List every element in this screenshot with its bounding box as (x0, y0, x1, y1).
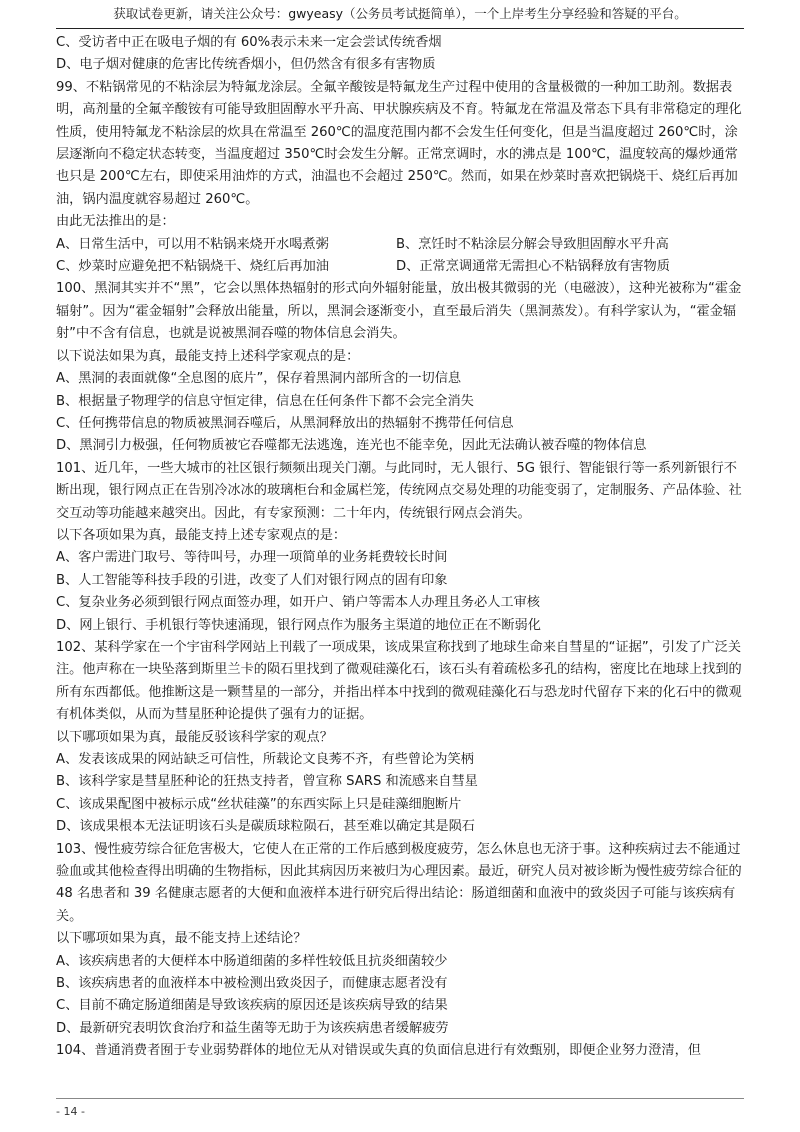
q98-option-c: C、受访者中正在吸电子烟的有 60%表示未来一定会尝试传统香烟 (56, 35, 442, 50)
q101-stem: 101、近几年，一些大城市的社区银行频频出现关门潮。与此同时，无人银行、5G 银行、智能银行等一系列新银行不断出现，银行网点正在告别冷冰冰的玻璃柜台和金属栏笼，传统网点交易处理的功能变弱了，定制服务、产品体验、社交互动等功能越来越突出。因此，有专家预测：二十年内，传统银行网点会消失。 (56, 460, 742, 521)
q98-option-d: D、电子烟对健康的危害比传统香烟小，但仍然含有很多有害物质 (56, 57, 436, 73)
page-header: 获取试卷更新，请关注公众号：gwyeasy（公务员考试挺简单），一个上岸考生分享经验和答疑的平台。 (56, 0, 744, 29)
q99-prompt: 由此无法推出的是： (56, 214, 175, 230)
page-footer (56, 1098, 744, 1121)
q103-option-d: D、最新研究表明饮食治疗和益生菌等无助于为该疾病患者缓解疲劳 (56, 1020, 449, 1036)
q99-option-b: B、烹饪时不粘涂层分解会导致胆固醇水平升高 (396, 236, 669, 252)
q102-option-a: A、发表该成果的网站缺乏可信性，所载论文良莠不齐，有些曾论为笑柄 (56, 752, 474, 767)
q102-prompt: 以下哪项如果为真，最能反驳该科学家的观点？ (56, 729, 333, 745)
q100-option-d: D、黑洞引力极强，任何物质被它吞噬都无法逃逸，连光也不能幸免，因此无法确认被吞噬的物体信息 (56, 438, 647, 454)
q103-option-c: C、目前不确定肠道细菌是导致该疾病的原因还是该疾病导致的结果 (56, 998, 448, 1014)
q102-option-c: C、该成果配图中被标示成“丝状硅藻”的东西实际上只是硅藻细胞断片 (56, 796, 462, 812)
q103-stem: 103、慢性疲劳综合征危害极大，它使人在正常的工作后感到极度疲劳，怎么休息也无济于事。这种疾病过去不能通过验血或其他检查得出明确的生物指标，因此其病因历来被归为心理因素。最近，研究人员对被诊断为慢性疲劳综合征的 48 名患者和 39 名健康志愿者的大便和血液样本进行研究后得出结论：肠道细菌和血液中的致炎因子可能与该疾病有关。 (56, 841, 742, 924)
q102-option-b: B、该科学家是彗星胚种论的狂热支持者，曾宣称 SARS 和流感来自彗星 (56, 774, 478, 790)
q100-option-a: A、黑洞的表面就像“全息图的底片”，保存着黑洞内部所含的一切信息 (56, 371, 462, 387)
q103-option-a: A、该疾病患者的大便样本中肠道细菌的多样性较低且抗炎细菌较少 (56, 953, 448, 969)
q101-option-c: C、复杂业务必须到银行网点面签办理，如开户、销户等需本人办理且务必人工审核 (56, 595, 540, 611)
q99-option-d: D、正常烹调通常无需担心不粘锅释放有害物质 (396, 259, 670, 275)
q102-stem: 102、某科学家在一个宇宙科学网站上刊载了一项成果，该成果宣称找到了地球生命来自彗星的“证据”，引发了广泛关注。他声称在一块坠落到斯里兰卡的陨石里找到了微观硅藻化石，该石头有着疏松多孔的结构，密度比在地球上找到的所有东西都低。他推断这是一颗彗星的一部分，并指出样本中找到的微观硅藻化石与恐龙时代留存下来的化石中的微观有机体类似，从而为彗星胚种论提供了强有力的证据。 (56, 639, 742, 723)
q101-option-b: B、人工智能等科技手段的引进，改变了人们对银行网点的固有印象 (56, 572, 448, 588)
q101-prompt: 以下各项如果为真，最能支持上述专家观点的是： (56, 527, 347, 543)
q103-prompt: 以下哪项如果为真，最不能支持上述结论？ (56, 931, 307, 947)
q101-option-a: A、客户需进门取号、等待叫号，办理一项简单的业务耗费较长时间 (56, 550, 448, 566)
q103-option-b: B、该疾病患者的血液样本中被检测出致炎因子，而健康志愿者没有 (56, 976, 448, 992)
q99-stem: 99、不粘锅常见的不粘涂层为特氟龙涂层。全氟辛酸铵是特氟龙生产过程中使用的含量极微的一种加工助剂。数据表明，高剂量的全氟辛酸铵有可能导致胆固醇水平升高、甲状腺疾病及不育。特氟龙在常温及常态下具有非常稳定的理化性质，使用特氟龙不粘涂层的炊具在常温至 260℃的温度范围内都不会发生任何变化，但是当温度超过 260℃时，涂层逐渐向不稳定状态转变，当温度超过 350℃时会发生分解。正常烹调时，水的沸点是 100℃，温度较高的爆炒通常也只是 200℃左右，即使采用油炸的方式，油温也不会超过 250℃。然而，如果在炒菜时喜欢把锅烧干、烧红后再加油，锅内温度就容易超过 260℃。 (56, 79, 742, 207)
q100-stem: 100、黑洞其实并不“黑”，它会以黑体热辐射的形式向外辐射能量，放出极其微弱的光（电磁波），这种光被称为“霍金辐射”。因为“霍金辐射”会释放出能量，所以，黑洞会逐渐变小，直至最后消失（黑洞蒸发）。有科学家认为，“霍金辐射”中不含有信息，也就是说被黑洞吞噬的物体信息会消失。 (56, 281, 742, 342)
question-content (56, 32, 746, 1063)
q100-option-c: C、任何携带信息的物质被黑洞吞噬后，从黑洞释放出的热辐射不携带任何信息 (56, 415, 514, 431)
q99-options (56, 234, 746, 279)
q99-option-c: C、炒菜时应避免把不粘锅烧干、烧红后再加油 (56, 259, 329, 275)
q101-option-d: D、网上银行、手机银行等快速涌现，银行网点作为服务主渠道的地位正在不断弱化 (56, 617, 541, 633)
q102-option-d: D、该成果根本无法证明该石头是碳质球粒陨石，甚至难以确定其是陨石 (56, 819, 475, 835)
q104-stem: 104、普通消费者囿于专业弱势群体的地位无从对错误或失真的负面信息进行有效甄别，即便企业努力澄清，但 (56, 1043, 701, 1059)
q100-option-b: B、根据量子物理学的信息守恒定律，信息在任何条件下都不会完全消失 (56, 393, 474, 409)
page-number: - 14 - (56, 1105, 85, 1118)
q99-option-a: A、日常生活中，可以用不粘锅来烧开水喝煮粥 (56, 236, 329, 252)
q100-prompt: 以下说法如果为真，最能支持上述科学家观点的是： (56, 348, 360, 364)
